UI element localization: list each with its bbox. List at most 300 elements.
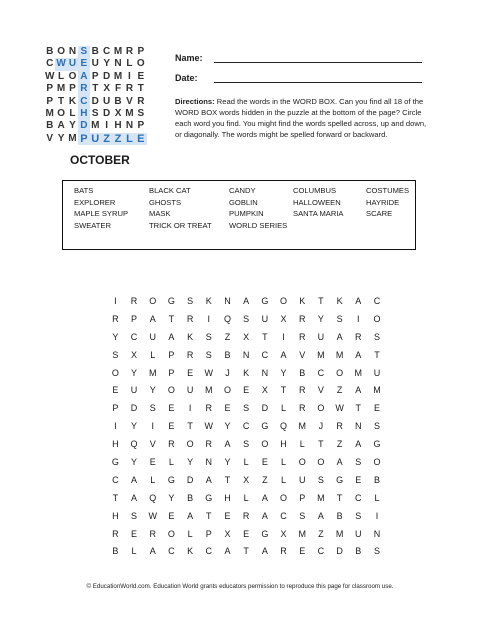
logo-letter: M [56, 83, 66, 95]
grid-letter[interactable]: R [298, 331, 306, 342]
grid-letter[interactable]: A [205, 474, 212, 485]
word-box-word: GHOSTS [149, 197, 182, 207]
grid-letter[interactable]: R [336, 421, 343, 432]
grid-letter[interactable]: O [317, 457, 325, 468]
grid-letter[interactable]: N [224, 296, 231, 306]
grid-letter[interactable]: L [131, 546, 137, 557]
logo-letter: Z [112, 133, 123, 145]
date-label: Date: [175, 73, 198, 83]
grid-letter[interactable]: T [280, 385, 287, 396]
grid-letter[interactable]: O [317, 403, 325, 414]
grid-letter[interactable]: S [243, 313, 250, 324]
grid-letter[interactable]: J [225, 367, 230, 378]
grid-letter[interactable]: A [355, 385, 362, 396]
grid-row [106, 400, 386, 418]
grid-letter[interactable]: L [168, 457, 174, 468]
grid-letter[interactable]: E [355, 474, 362, 485]
grid-letter[interactable]: S [243, 439, 250, 450]
logo-letter: O [136, 58, 145, 70]
grid-letter[interactable]: N [261, 367, 269, 378]
logo-letter: C [103, 46, 111, 57]
grid-letter[interactable]: A [280, 349, 287, 360]
grid-letter[interactable]: N [355, 421, 362, 432]
grid-letter[interactable]: Q [223, 313, 231, 324]
grid-letter[interactable]: G [205, 492, 213, 503]
logo-letter: H [114, 120, 122, 132]
grid-letter[interactable]: M [354, 367, 363, 378]
grid-letter[interactable]: I [151, 421, 154, 432]
grid-letter[interactable]: M [148, 367, 157, 378]
grid-letter[interactable]: K [336, 296, 343, 306]
grid-letter[interactable]: O [373, 457, 381, 468]
grid-letter[interactable]: A [224, 546, 231, 557]
logo-letter: C [46, 58, 54, 70]
logo-letter: L [124, 133, 135, 145]
grid-letter[interactable]: A [261, 492, 268, 503]
directions-text [175, 96, 435, 140]
grid-letter[interactable]: Y [224, 421, 231, 432]
grid-letter[interactable]: T [374, 349, 380, 360]
grid-letter[interactable]: A [149, 313, 156, 324]
logo-letter: N [68, 46, 77, 57]
grid-letter[interactable]: A [131, 492, 138, 503]
grid-letter[interactable]: E [261, 457, 268, 468]
logo-letter: H [78, 108, 89, 120]
grid-letter[interactable]: L [374, 492, 380, 503]
logo-letter: P [91, 70, 99, 82]
grid-letter[interactable]: S [373, 546, 380, 557]
grid-letter[interactable]: C [205, 546, 213, 557]
grid-letter[interactable]: T [206, 510, 212, 521]
grid-letter[interactable]: Y [149, 385, 156, 396]
grid-letter[interactable]: S [373, 331, 380, 342]
grid-letter[interactable]: O [280, 296, 288, 306]
grid-letter[interactable]: S [112, 349, 119, 360]
grid-letter[interactable]: K [187, 331, 194, 342]
grid-letter[interactable]: E [243, 385, 250, 396]
grid-letter[interactable]: T [112, 492, 119, 503]
grid-letter[interactable]: C [373, 296, 381, 306]
puzzle-grid [106, 293, 386, 561]
grid-letter[interactable]: X [224, 528, 231, 539]
grid-letter[interactable]: A [261, 510, 268, 521]
word-box-word: HAYRIDE [366, 197, 400, 207]
word-box [62, 180, 416, 250]
grid-letter[interactable]: K [299, 296, 306, 306]
logo-row [44, 83, 147, 95]
grid-letter[interactable]: W [335, 403, 344, 414]
grid-letter[interactable]: S [336, 313, 343, 324]
grid-letter[interactable]: B [187, 492, 194, 503]
grid-letter[interactable]: S [205, 331, 212, 342]
grid-letter[interactable]: O [373, 313, 381, 324]
grid-letter[interactable]: P [299, 492, 306, 503]
grid-letter[interactable]: M [205, 385, 213, 396]
grid-letter[interactable]: T [224, 474, 231, 485]
grid-letter[interactable]: A [243, 296, 250, 306]
grid-letter[interactable]: Z [224, 331, 231, 342]
logo-letter: I [105, 120, 109, 132]
logo-row [44, 46, 147, 58]
grid-letter[interactable]: E [243, 528, 250, 539]
grid-letter[interactable]: K [243, 367, 250, 378]
logo-letter: Y [69, 120, 76, 132]
grid-letter[interactable]: R [298, 385, 306, 396]
grid-letter[interactable]: R [186, 349, 194, 360]
grid-letter[interactable]: X [261, 385, 268, 396]
grid-letter[interactable]: R [280, 546, 287, 557]
grid-letter[interactable]: S [187, 296, 194, 306]
logo-row [44, 58, 147, 70]
logo-letter: N [125, 120, 134, 132]
grid-letter[interactable]: R [298, 313, 306, 324]
grid-letter[interactable]: M [317, 492, 325, 503]
grid-letter[interactable]: E [112, 385, 119, 396]
grid-letter[interactable]: T [243, 546, 249, 557]
grid-letter[interactable]: O [167, 385, 175, 396]
grid-letter[interactable]: L [243, 492, 249, 503]
grid-letter[interactable]: A [355, 296, 362, 306]
grid-letter[interactable]: I [357, 313, 360, 324]
logo-letter: P [78, 133, 89, 145]
grid-letter[interactable]: J [318, 421, 324, 432]
logo-letter: X [114, 107, 122, 119]
logo-letter: L [69, 107, 76, 119]
logo-letter: R [137, 95, 145, 107]
grid-letter[interactable]: I [114, 296, 117, 306]
logo-letter: D [78, 120, 89, 132]
grid-letter[interactable]: Z [318, 528, 324, 539]
logo-letter: R [78, 83, 89, 95]
grid-letter[interactable]: W [204, 421, 214, 432]
grid-letter[interactable]: I [114, 421, 117, 432]
grid-letter[interactable]: E [224, 510, 231, 521]
grid-letter[interactable]: A [336, 331, 343, 342]
grid-letter[interactable]: Y [224, 457, 231, 468]
grid-letter[interactable]: W [204, 367, 214, 378]
logo-letter: S [78, 46, 89, 58]
grid-letter[interactable]: Y [112, 331, 119, 342]
grid-letter[interactable]: D [261, 403, 269, 414]
grid-letter[interactable]: Y [168, 492, 175, 503]
grid-letter[interactable]: E [131, 528, 138, 539]
word-box-word: CANDY [229, 186, 256, 195]
grid-letter[interactable]: U [373, 367, 381, 378]
logo-letter: S [91, 107, 99, 119]
grid-letter[interactable]: L [150, 349, 156, 360]
logo-letter: K [68, 95, 77, 107]
grid-letter[interactable]: E [168, 510, 175, 521]
grid-letter[interactable]: M [298, 421, 306, 432]
grid-letter[interactable]: O [186, 439, 194, 450]
grid-row [106, 508, 386, 526]
grid-letter[interactable]: K [205, 296, 212, 306]
grid-letter[interactable]: O [223, 385, 231, 396]
grid-letter[interactable]: V [299, 349, 306, 360]
grid-letter[interactable]: L [150, 474, 156, 485]
grid-letter[interactable]: L [281, 474, 287, 485]
grid-letter[interactable]: P [131, 313, 138, 324]
grid-letter[interactable]: Z [262, 474, 268, 485]
grid-letter[interactable]: Z [336, 385, 343, 396]
grid-letter[interactable]: Z [336, 439, 343, 450]
grid-letter[interactable]: Q [280, 421, 288, 432]
grid-letter[interactable]: S [355, 510, 362, 521]
grid-letter[interactable]: M [335, 528, 344, 539]
grid-letter[interactable]: O [149, 296, 157, 306]
logo-letter: P [137, 120, 145, 132]
grid-letter[interactable]: C [168, 546, 175, 557]
grid-letter[interactable]: T [318, 439, 324, 450]
word-box-word: WORLD SERIES [229, 220, 288, 230]
directions-body: Read the words in the WORD BOX. Can you find all 18 of the WORD BOX words hidden in the puzzle at the bottom of the page? Circle each word you find. You might find the words spelled across, up and down, or diagonally. The words might be spelled forward or backward. [175, 97, 427, 139]
grid-letter[interactable]: T [168, 313, 175, 324]
grid-letter[interactable]: M [317, 349, 325, 360]
grid-letter[interactable]: A [168, 331, 175, 342]
grid-letter[interactable]: E [373, 403, 380, 414]
grid-letter[interactable]: I [207, 313, 211, 324]
logo-letter: X [103, 83, 110, 95]
grid-letter[interactable]: U [149, 331, 156, 342]
grid-letter[interactable]: H [112, 439, 119, 450]
grid-letter[interactable]: Y [317, 313, 324, 324]
logo-letter: P [46, 95, 54, 107]
grid-letter[interactable]: D [186, 474, 194, 485]
grid-letter[interactable]: S [355, 457, 362, 468]
grid-letter[interactable]: L [243, 457, 249, 468]
grid-letter[interactable]: O [280, 492, 288, 503]
grid-letter[interactable]: U [317, 331, 325, 342]
logo-letter: P [46, 83, 54, 95]
grid-letter[interactable]: M [298, 528, 306, 539]
grid-letter[interactable]: A [317, 510, 324, 521]
logo-letter: U [91, 58, 99, 70]
grid-letter[interactable]: R [186, 313, 194, 324]
grid-letter[interactable]: R [242, 510, 250, 521]
grid-letter[interactable]: Q [130, 439, 138, 450]
grid-letter[interactable]: G [336, 474, 344, 485]
grid-letter[interactable]: L [281, 457, 287, 468]
grid-letter[interactable]: L [187, 528, 193, 539]
grid-letter[interactable]: R [205, 439, 213, 450]
grid-letter[interactable]: R [112, 313, 119, 324]
grid-letter[interactable]: R [149, 528, 156, 539]
grid-letter[interactable]: N [242, 349, 250, 360]
logo-letter: I [128, 70, 131, 82]
grid-letter[interactable]: A [149, 546, 156, 557]
word-box-word: SANTA MARIA [293, 209, 344, 218]
grid-letter[interactable]: R [168, 439, 175, 450]
grid-letter[interactable]: M [335, 349, 344, 360]
word-box-word: BLACK CAT [149, 186, 191, 195]
grid-letter[interactable]: X [280, 528, 287, 539]
grid-letter[interactable]: G [373, 439, 381, 450]
grid-letter[interactable]: Y [131, 457, 138, 468]
logo-letter: Y [57, 132, 65, 144]
name-line[interactable] [214, 62, 422, 63]
grid-letter[interactable]: L [299, 439, 305, 450]
grid-letter[interactable]: H [224, 492, 231, 503]
grid-letter[interactable]: O [336, 367, 344, 378]
grid-letter[interactable]: Y [280, 367, 287, 378]
grid-letter[interactable]: O [261, 439, 269, 450]
grid-letter[interactable]: U [130, 385, 138, 396]
grid-letter[interactable]: O [167, 528, 175, 539]
grid-letter[interactable]: H [280, 439, 287, 450]
grid-letter[interactable]: W [148, 510, 157, 521]
grid-letter[interactable]: T [187, 421, 193, 432]
grid-letter[interactable]: C [261, 349, 269, 360]
logo-letter: F [114, 83, 122, 95]
grid-letter[interactable]: R [298, 403, 306, 414]
grid-letter[interactable]: X [131, 349, 138, 360]
grid-letter[interactable]: T [318, 296, 324, 306]
grid-letter[interactable]: C [242, 421, 250, 432]
logo-letter: P [137, 46, 145, 57]
grid-letter[interactable]: M [373, 385, 381, 396]
grid-letter[interactable]: C [317, 367, 325, 378]
word-box-word: BATS [74, 186, 94, 195]
grid-letter[interactable]: C [317, 546, 325, 557]
grid-letter[interactable]: B [336, 510, 343, 521]
logo-letter: R [125, 83, 134, 95]
grid-letter[interactable]: A [131, 474, 138, 485]
grid-row [106, 436, 386, 454]
logo-row [44, 71, 147, 83]
grid-letter[interactable]: R [355, 331, 362, 342]
grid-letter[interactable]: B [224, 349, 231, 360]
grid-letter[interactable]: Y [131, 421, 138, 432]
grid-letter[interactable]: S [149, 403, 156, 414]
grid-letter[interactable]: G [111, 457, 119, 468]
grid-letter[interactable]: S [299, 510, 306, 521]
logo-letter: B [91, 46, 99, 57]
grid-letter[interactable]: A [355, 349, 362, 360]
grid-letter[interactable]: S [373, 421, 380, 432]
grid-letter[interactable]: D [130, 403, 138, 414]
grid-letter[interactable]: C [280, 510, 287, 521]
grid-letter[interactable]: E [224, 403, 231, 414]
logo-letter: T [58, 95, 65, 107]
grid-letter[interactable]: T [355, 403, 362, 414]
date-line[interactable] [214, 82, 422, 83]
grid-letter[interactable]: U [355, 528, 362, 539]
grid-letter[interactable]: A [187, 510, 194, 521]
grid-letter[interactable]: E [299, 546, 306, 557]
grid-row [106, 472, 386, 490]
logo-letter: M [113, 70, 123, 82]
logo-letter: T [92, 83, 99, 95]
grid-letter[interactable]: N [373, 528, 381, 539]
grid-letter[interactable]: A [224, 439, 231, 450]
grid-letter[interactable]: L [281, 403, 287, 414]
grid-letter[interactable]: V [149, 439, 156, 450]
grid-letter[interactable]: P [205, 528, 212, 539]
grid-letter[interactable]: P [168, 367, 175, 378]
grid-letter[interactable]: A [355, 439, 362, 450]
word-box-word: MAPLE SYRUP [74, 209, 129, 218]
grid-letter[interactable]: Y [131, 367, 138, 378]
grid-letter[interactable]: Y [187, 457, 194, 468]
grid-letter[interactable]: G [261, 421, 269, 432]
grid-letter[interactable]: I [188, 403, 192, 414]
word-box-word: COSTUMES [366, 186, 410, 195]
grid-letter[interactable]: S [205, 349, 212, 360]
grid-letter[interactable]: N [205, 457, 213, 468]
grid-letter[interactable]: O [111, 367, 119, 378]
grid-letter[interactable]: R [205, 403, 213, 414]
logo-letter: R [125, 46, 134, 57]
grid-letter[interactable]: E [149, 457, 156, 468]
grid-letter[interactable]: X [243, 331, 250, 342]
grid-letter[interactable]: X [243, 474, 250, 485]
grid-letter[interactable]: S [131, 510, 138, 521]
grid-letter[interactable]: E [168, 403, 175, 414]
grid-letter[interactable]: D [336, 546, 343, 557]
grid-letter[interactable]: I [375, 510, 379, 521]
name-label: Name: [175, 53, 203, 63]
grid-letter[interactable]: T [336, 492, 343, 503]
grid-letter[interactable]: P [168, 349, 175, 360]
grid-letter[interactable]: R [112, 528, 119, 539]
grid-letter[interactable]: B [299, 367, 306, 378]
grid-letter[interactable]: C [130, 331, 138, 342]
grid-letter[interactable]: S [317, 474, 324, 485]
logo-letter: V [46, 132, 54, 144]
grid-letter[interactable]: U [261, 313, 269, 324]
logo-letter: U [67, 58, 78, 70]
grid-letter[interactable]: V [317, 385, 324, 396]
grid-letter[interactable]: G [167, 296, 175, 306]
grid-letter[interactable]: H [112, 510, 119, 521]
grid-row [106, 293, 386, 311]
page-title: OCTOBER [70, 153, 130, 167]
grid-letter[interactable]: B [373, 474, 380, 485]
grid-letter[interactable]: I [282, 331, 285, 342]
grid-letter[interactable]: Q [149, 492, 157, 503]
grid-letter[interactable]: E [168, 421, 175, 432]
logo-letter: M [68, 132, 77, 144]
grid-letter[interactable]: T [262, 331, 268, 342]
logo-letter: D [91, 95, 99, 107]
grid-letter[interactable]: P [112, 403, 119, 414]
logo-letter: S [137, 107, 145, 119]
grid-letter[interactable]: E [187, 367, 194, 378]
grid-letter[interactable]: X [280, 313, 287, 324]
logo-letter: W [44, 70, 55, 82]
grid-letter[interactable]: C [355, 492, 362, 503]
grid-letter[interactable]: G [261, 528, 269, 539]
logo-letter: M [113, 46, 123, 57]
grid-letter[interactable]: A [261, 546, 268, 557]
logo-letter: O [57, 46, 65, 57]
grid-letter[interactable]: K [187, 546, 194, 557]
grid-letter[interactable]: G [167, 474, 175, 485]
grid-letter[interactable]: A [336, 457, 343, 468]
logo-letter: P [69, 83, 76, 95]
grid-letter[interactable]: U [186, 385, 194, 396]
grid-letter[interactable]: O [298, 457, 306, 468]
grid-letter[interactable]: R [130, 296, 138, 306]
grid-letter[interactable]: C [112, 474, 119, 485]
grid-letter[interactable]: B [355, 546, 362, 557]
grid-letter[interactable]: G [261, 296, 269, 306]
grid-letter[interactable]: S [243, 403, 250, 414]
grid-letter[interactable]: B [112, 546, 119, 557]
grid-letter[interactable]: U [298, 474, 306, 485]
logo-letter: A [57, 120, 65, 132]
logo-letter: D [103, 70, 111, 82]
